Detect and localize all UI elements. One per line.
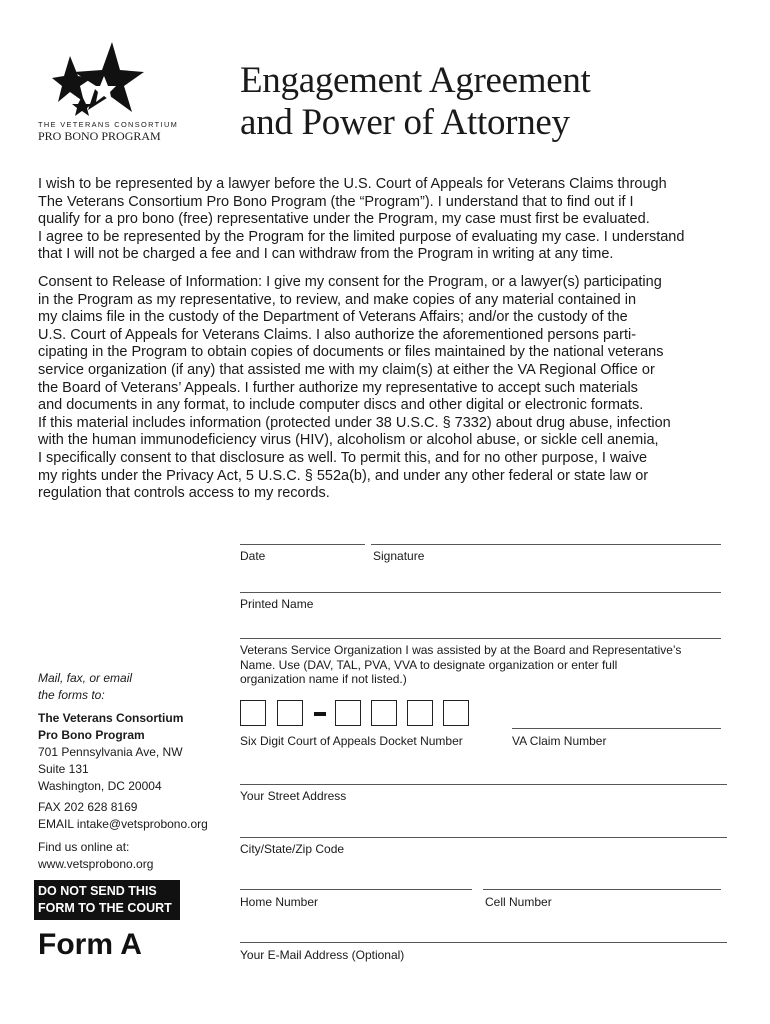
docket-number-label: Six Digit Court of Appeals Docket Number [240, 734, 463, 748]
docket-digit-box[interactable] [443, 700, 469, 726]
signature-field[interactable] [371, 544, 721, 545]
paragraph-line: regulation that controls access to my records. [38, 485, 330, 502]
vso-label [240, 643, 681, 687]
paragraph-line: my rights under the Privacy Act, 5 U.S.C. § 552a(b), and under any other federal or state law or [38, 467, 649, 484]
va-claim-label: VA Claim Number [512, 734, 607, 748]
date-field[interactable] [240, 544, 365, 545]
address-line: Washington, DC 20004 [38, 779, 162, 793]
paragraph-line: I agree to be represented by the Program for the limited purpose of evaluating my case. I understand [38, 228, 685, 245]
paragraph-line: with the human immunodeficiency virus (HIV), alcoholism or alcohol abuse, or sickle cell anemia, [38, 432, 659, 449]
paragraph-line: If this material includes information (protected under 38 U.S.C. § 7332) about drug abuse, infection [38, 414, 671, 431]
paragraph-line: The Veterans Consortium Pro Bono Program (the “Program”). I understand that to find out if I [38, 193, 634, 210]
email-address[interactable]: EMAIL intake@vetsprobono.org [38, 817, 208, 831]
vso-label-line: organization name if not listed.) [240, 672, 407, 686]
docket-dash [314, 712, 326, 716]
title-line-1: Engagement Agreement [240, 60, 591, 101]
address-line: 701 Pennsylvania Ave, NW [38, 745, 183, 759]
online-label: Find us online at: [38, 840, 130, 854]
org-name-line: Pro Bono Program [38, 728, 145, 742]
city-label: City/State/Zip Code [240, 842, 345, 856]
docket-digit-box[interactable] [335, 700, 361, 726]
paragraph-line: in the Program as my representative, to review, and make copies of any material contained in [38, 291, 637, 308]
paragraph-line: U.S. Court of Appeals for Veterans Claims. I also authorize the aforementioned persons parti- [38, 326, 637, 343]
vso-field[interactable] [240, 638, 721, 639]
fax-number: FAX 202 628 8169 [38, 800, 138, 814]
mail-instructions-line: the forms to: [38, 688, 105, 702]
mailing-instructions [38, 670, 132, 704]
email-label: Your E-Mail Address (Optional) [240, 948, 405, 962]
org-name-line: The Veterans Consortium [38, 711, 184, 725]
warning-line: DO NOT SEND THIS [38, 884, 157, 898]
do-not-send-warning [34, 880, 180, 920]
home-number-field[interactable] [240, 889, 472, 890]
docket-digit-box[interactable] [407, 700, 433, 726]
date-label: Date [240, 549, 266, 563]
paragraph-line: I specifically consent to that disclosure as well. To permit this, and for no other purpose, I waive [38, 449, 648, 466]
mail-instructions-line: Mail, fax, or email [38, 671, 133, 685]
paragraph-line: my claims file in the custody of the Department of Veterans Affairs; and/or the custody of the [38, 309, 628, 326]
docket-digit-box[interactable] [371, 700, 397, 726]
representation-paragraph [38, 176, 738, 264]
page-title [240, 60, 591, 144]
website-info [38, 839, 153, 873]
docket-digit-box[interactable] [277, 700, 303, 726]
city-field[interactable] [240, 837, 727, 838]
printed-name-label: Printed Name [240, 597, 314, 611]
title-line-2: and Power of Attorney [240, 102, 570, 143]
street-label: Your Street Address [240, 789, 347, 803]
vso-label-line: Veterans Service Organization I was assisted by at the Board and Representative’s [240, 643, 682, 657]
logo-consortium-text: THE VETERANS CONSORTIUM [38, 120, 179, 129]
logo-program-text: PRO BONO PROGRAM [38, 129, 161, 143]
consent-paragraph [38, 274, 738, 503]
va-claim-field[interactable] [512, 728, 721, 729]
email-field[interactable] [240, 942, 727, 943]
cell-number-field[interactable] [483, 889, 721, 890]
mailing-address [38, 710, 183, 795]
warning-line: FORM TO THE COURT [38, 901, 172, 915]
paragraph-line: the Board of Veterans’ Appeals. I further authorize my representative to accept such materials [38, 379, 638, 396]
address-line: Suite 131 [38, 762, 89, 776]
star-logo-icon [52, 40, 146, 120]
street-field[interactable] [240, 784, 727, 785]
paragraph-line: qualify for a pro bono (free) representative under the Program, my case must first be evaluated. [38, 211, 650, 228]
signature-label: Signature [373, 549, 425, 563]
paragraph-line: I wish to be represented by a lawyer before the U.S. Court of Appeals for Veterans Claims through [38, 176, 667, 192]
contact-info [38, 799, 208, 833]
website-link[interactable]: www.vetsprobono.org [38, 857, 154, 871]
vso-label-line: Name. Use (DAV, TAL, PVA, VVA to designate organization or enter full [240, 657, 618, 672]
cell-number-label: Cell Number [485, 895, 552, 909]
docket-digit-box[interactable] [240, 700, 266, 726]
paragraph-line: and documents in any format, to include computer discs and other digital or electronic formats. [38, 397, 644, 414]
form-label: Form A [38, 928, 142, 961]
paragraph-line: service organization (if any) that assisted me with my claim(s) at either the VA Regional Office or [38, 361, 655, 378]
paragraph-line: that I will not be charged a fee and I can withdraw from the Program in writing at any time. [38, 246, 614, 263]
printed-name-field[interactable] [240, 592, 721, 593]
home-number-label: Home Number [240, 895, 319, 909]
paragraph-line: Consent to Release of Information: I give my consent for the Program, or a lawyer(s) participating [38, 274, 662, 290]
paragraph-line: cipating in the Program to obtain copies of documents or files maintained by the national veterans [38, 344, 664, 361]
